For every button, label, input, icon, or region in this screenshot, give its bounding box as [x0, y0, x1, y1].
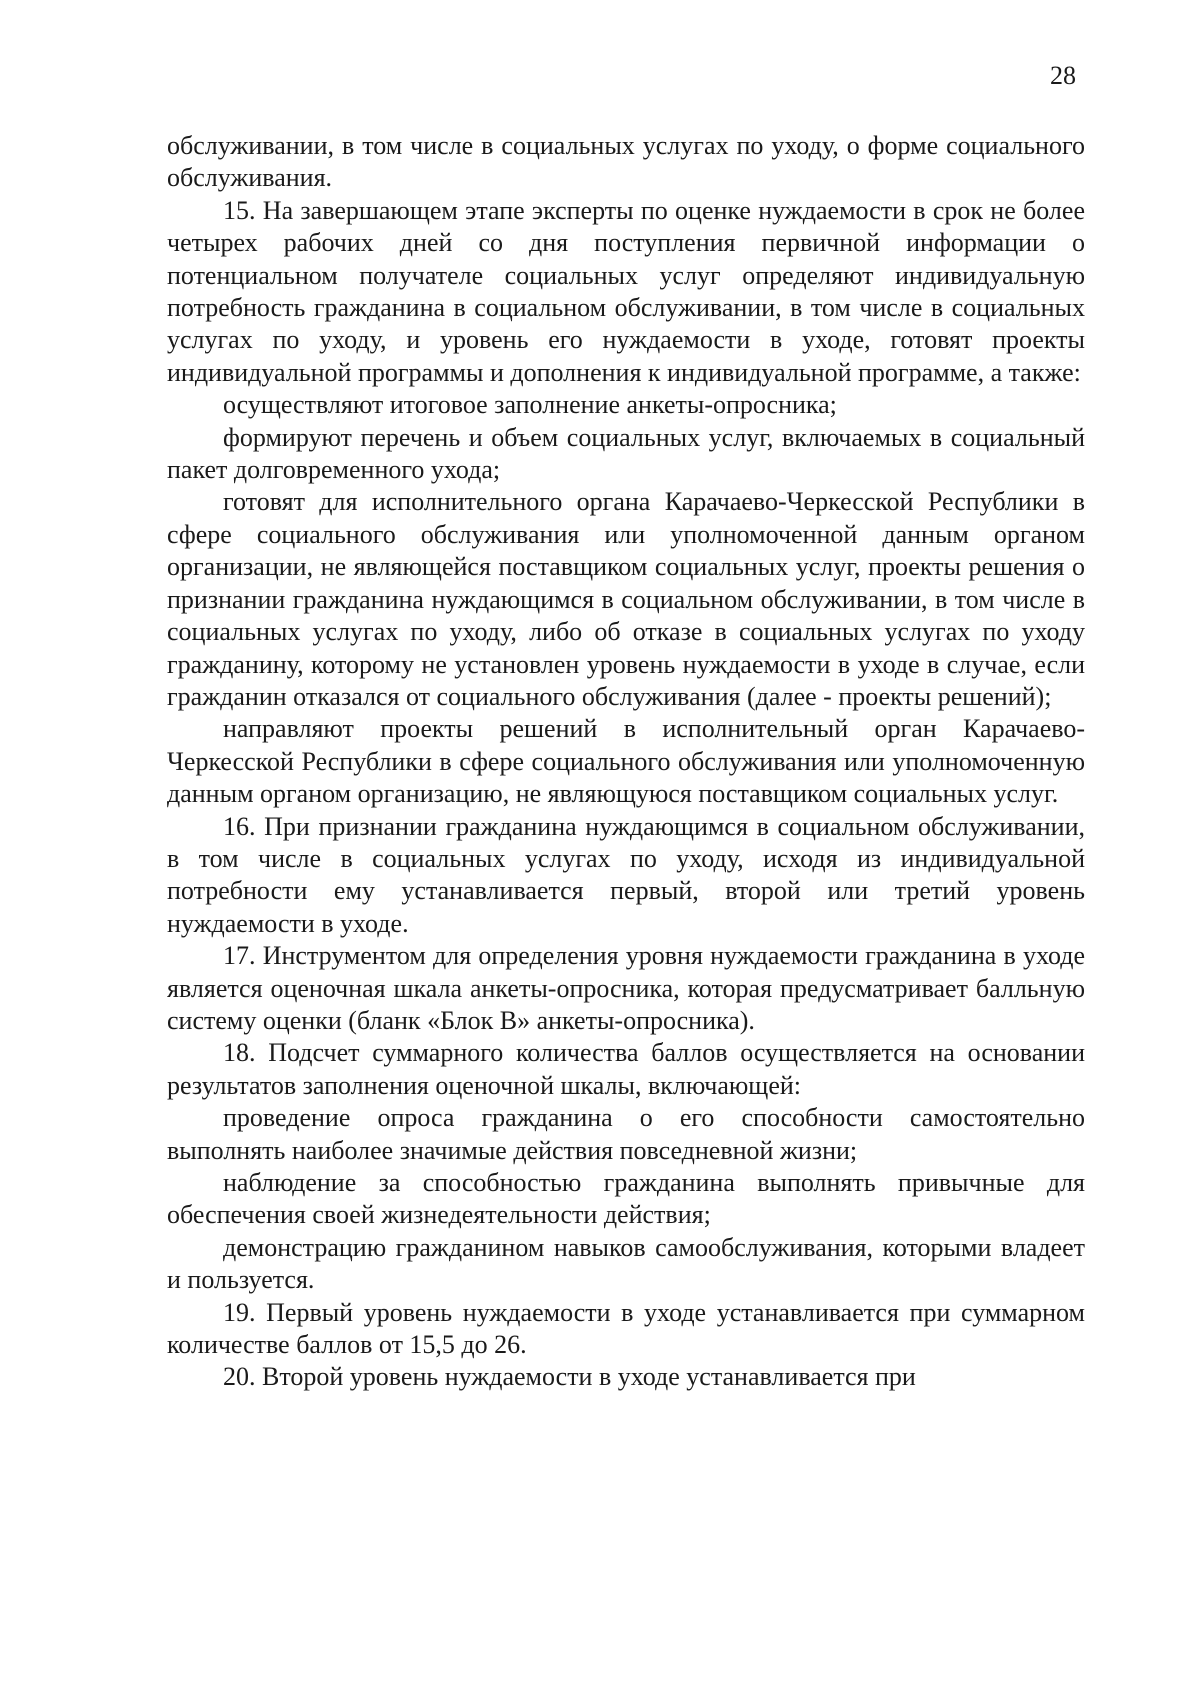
paragraph: готовят для исполнительного органа Карачаево-Черкесской Республики в сфере социального обслуживания или уполномоченной данным органом организации, не являющейся поставщиком социальных услуг, проекты решения о признании гражданина нуждающимся в социальном обслуживании, в том числе в социальных услугах по уходу, либо об отказе в социальных услугах по уходу гражданину, которому не установлен уровень нуждаемости в уходе в случае, если гражданин отказался от социального обслуживания (далее - проекты решений); — [167, 487, 1085, 711]
paragraph: формируют перечень и объем социальных услуг, включаемых в социальный пакет долговременного ухода; — [167, 422, 1085, 485]
paragraph: 15. На завершающем этапе эксперты по оценке нуждаемости в срок не более четырех рабочих дней со дня поступления первичной информации о потенциальном получателе социальных услуг определяют индивидуальную потребность гражданина в социальном обслуживании, в том числе в социальных услугах по уходу, и уровень его нуждаемости в уходе, готовят проекты индивидуальной программы и дополнения к индивидуальной программе, а также: — [167, 195, 1085, 387]
paragraph: 19. Первый уровень нуждаемости в уходе устанавливается при суммарном количестве баллов от 15,5 до 26. — [167, 1297, 1085, 1360]
paragraph: направляют проекты решений в исполнительный орган Карачаево-Черкесской Республики в сфере социального обслуживания или уполномоченную данным органом организацию, не являющуюся поставщиком социальных услуг. — [167, 714, 1085, 809]
paragraph: демонстрацию гражданином навыков самообслуживания, которыми владеет и пользуется. — [167, 1232, 1085, 1295]
paragraph: осуществляют итоговое заполнение анкеты-опросника; — [223, 390, 837, 420]
paragraph: наблюдение за способностью гражданина выполнять привычные для обеспечения своей жизнедеятельности действия; — [167, 1168, 1085, 1230]
paragraph: 16. При признании гражданина нуждающимся в социальном обслуживании, в том числе в социальных услугах по уходу, исходя из индивидуальной потребности ему устанавливается первый, второй или третий уровень нуждаемости в уходе. — [167, 811, 1085, 938]
page-number: 28 — [1050, 61, 1076, 90]
document-body — [167, 130, 1085, 1394]
paragraph: 17. Инструментом для определения уровня нуждаемости гражданина в уходе является оценочная шкала анкеты-опросника, которая предусматривает балльную систему оценки (бланк «Блок В» анкеты-опросника). — [167, 941, 1085, 1035]
paragraph: обслуживании, в том числе в социальных услугах по уходу, о форме социального обслуживания. — [167, 131, 1085, 193]
paragraph: 20. Второй уровень нуждаемости в уходе устанавливается при — [223, 1362, 916, 1392]
paragraph: 18. Подсчет суммарного количества баллов осуществляется на основании результатов заполнения оценочной шкалы, включающей: — [167, 1038, 1085, 1100]
paragraph: проведение опроса гражданина о его способности самостоятельно выполнять наиболее значимые действия повседневной жизни; — [167, 1103, 1085, 1165]
